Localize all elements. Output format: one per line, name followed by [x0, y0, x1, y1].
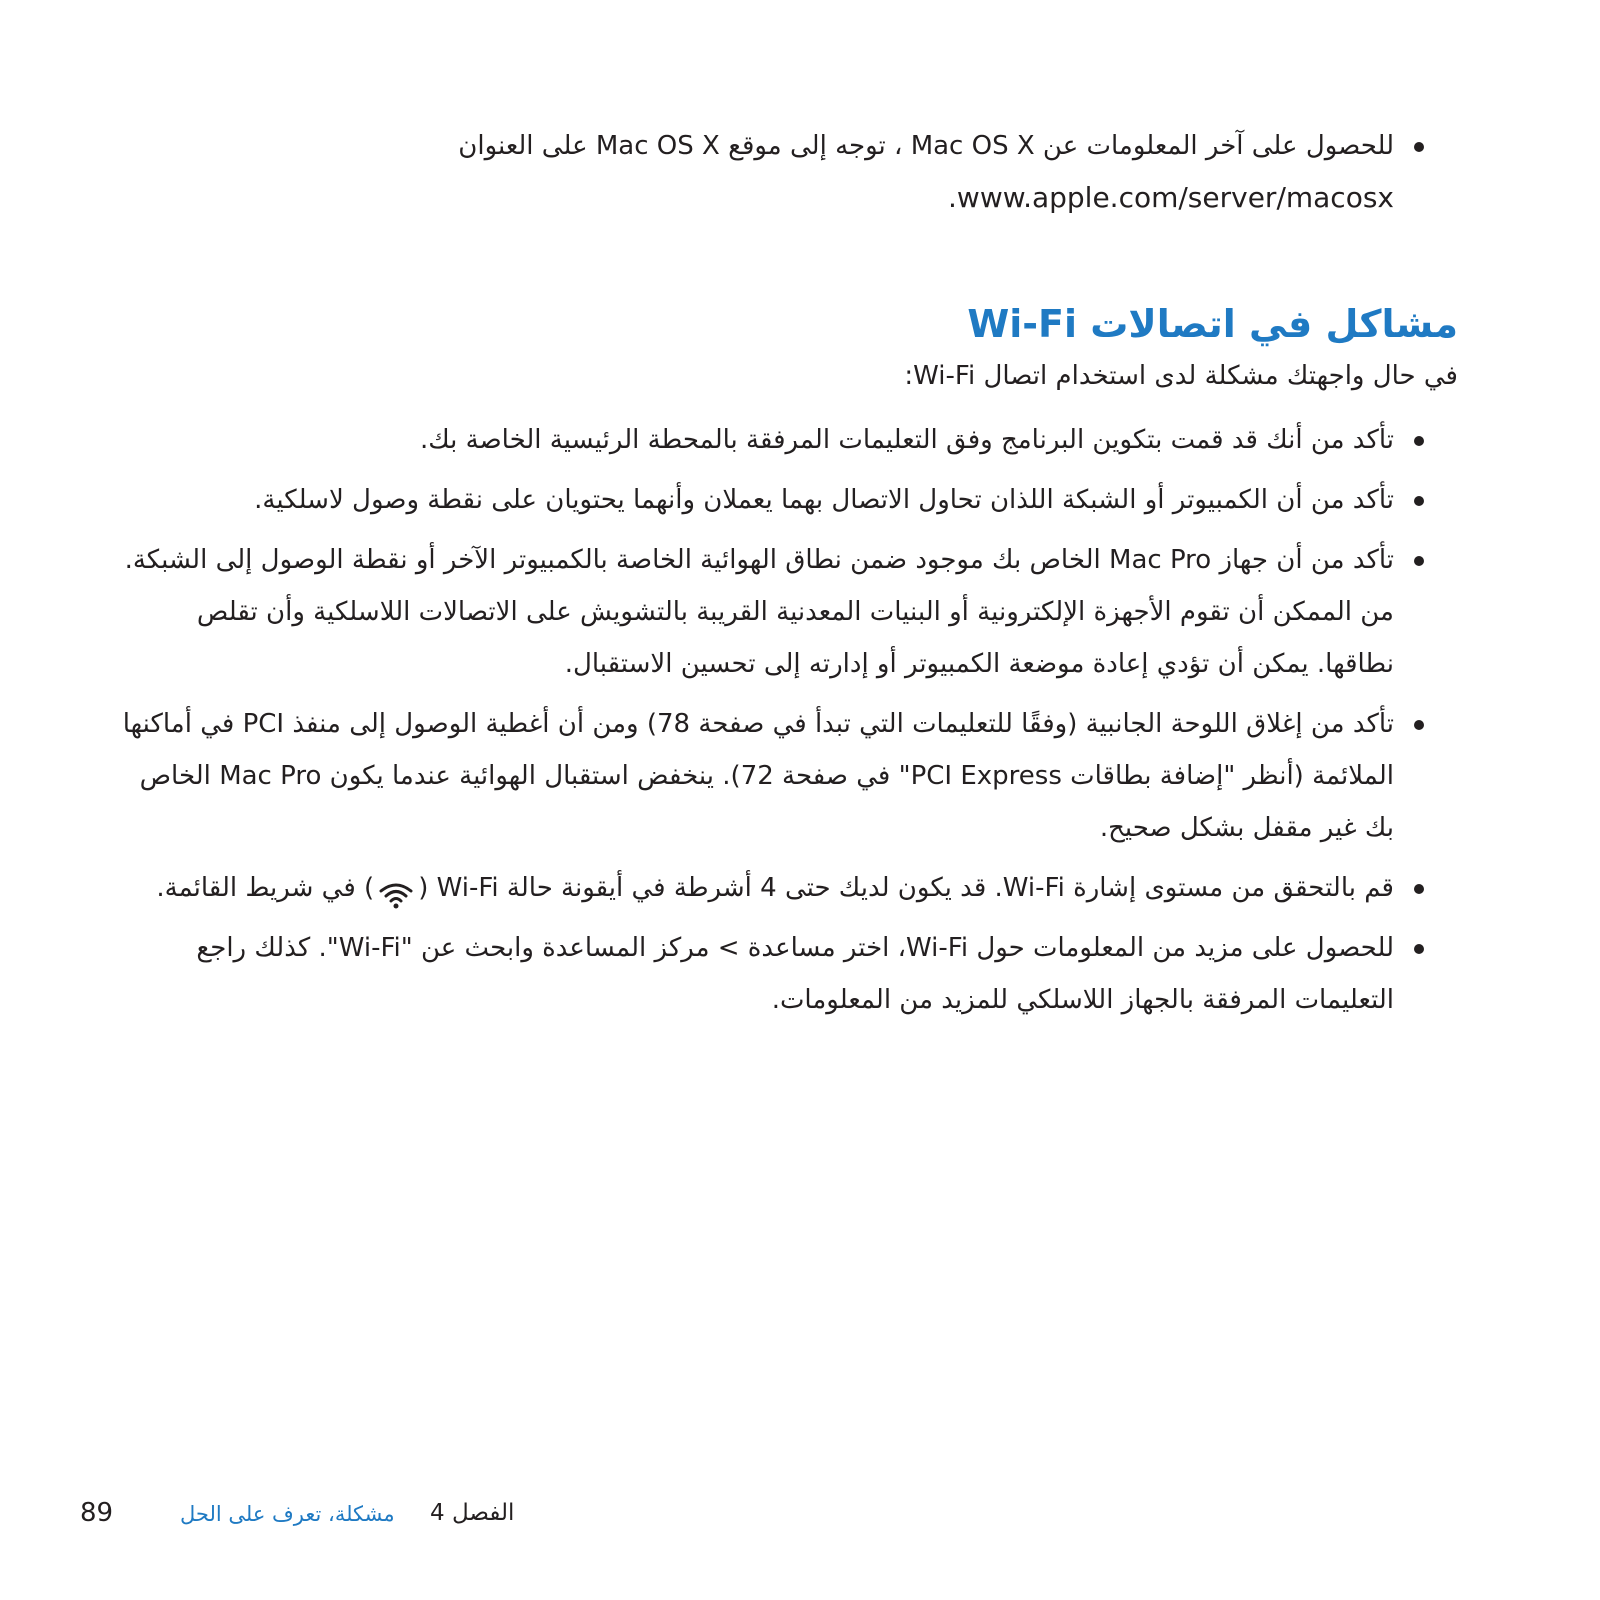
troubleshooting-list — [120, 414, 1430, 1026]
list-item — [120, 414, 1430, 466]
list-item — [120, 922, 1430, 1026]
list-item-text-before: قم بالتحقق من مستوى إشارة Wi-Fi. قد يكون لديك حتى 4 أشرطة في أيقونة حالة Wi-Fi ( — [418, 873, 1394, 903]
macosx-info-text: للحصول على آخر المعلومات عن Mac OS X ، توجه إلى موقع Mac OS X على العنوان — [458, 131, 1394, 161]
section-intro: في حال واجهتك مشكلة لدى استخدام اتصال Wi-Fi: — [904, 361, 1458, 391]
list-item-text: تأكد من إغلاق اللوحة الجانبية (وفقًا للتعليمات التي تبدأ في صفحة 78) ومن أن أغطية الوصول إلى منفذ PCI في أماكنها الملائمة (أنظر "إضافة بطاقات PCI Express" في صفحة 72). ينخفض استقبال الهوائية عندما يكون Mac Pro الخاص بك غير مقفل بشكل صحيح. — [122, 709, 1394, 843]
page-number: 89 — [80, 1498, 114, 1528]
section-title: مشاكل في اتصالات Wi-Fi — [967, 302, 1458, 346]
list-item-text-after: ) في شريط القائمة. — [156, 873, 375, 903]
bullet-icon — [1414, 884, 1424, 894]
macosx-url-link[interactable]: .www.apple.com/server/macosx — [948, 181, 1394, 214]
list-item — [120, 474, 1430, 526]
bullet-icon — [1414, 496, 1424, 506]
bullet-icon — [1414, 436, 1424, 446]
bullet-icon — [1414, 142, 1424, 152]
list-item — [120, 534, 1430, 690]
wifi-status-icon — [378, 875, 414, 903]
page-footer — [80, 1498, 520, 1538]
list-item-text: تأكد من أن جهاز Mac Pro الخاص بك موجود ضمن نطاق الهوائية الخاصة بالكمبيوتر الآخر أو نقطة الوصول إلى الشبكة. من الممكن أن تقوم الأجهزة الإلكترونية أو البنيات المعدنية القريبة بالتشويش على الاتصالات اللاسلكية وأن تقلص نطاقها. يمكن أن تؤدي إعادة موضعة الكمبيوتر أو إدارته إلى تحسين الاستقبال. — [124, 545, 1394, 679]
list-item-text: للحصول على مزيد من المعلومات حول Wi-Fi، اختر مساعدة > مركز المساعدة وابحث عن "Wi-Fi". كذلك راجع التعليمات المرفقة بالجهاز اللاسلكي للمزيد من المعلومات. — [196, 933, 1394, 1015]
list-item — [120, 698, 1430, 854]
list-item-macosx-info — [120, 120, 1430, 224]
bullet-icon — [1414, 556, 1424, 566]
page-content — [120, 120, 1458, 1034]
list-item — [120, 862, 1430, 914]
bullet-icon — [1414, 720, 1424, 730]
list-item-text: تأكد من أن الكمبيوتر أو الشبكة اللذان تحاول الاتصال بهما يعملان وأنهما يحتويان على نقطة وصول لاسلكية. — [254, 485, 1394, 515]
chapter-label: الفصل 4 — [430, 1500, 515, 1526]
chapter-title: مشكلة، تعرف على الحل — [180, 1502, 395, 1526]
bullet-icon — [1414, 944, 1424, 954]
list-item-text: تأكد من أنك قد قمت بتكوين البرنامج وفق التعليمات المرفقة بالمحطة الرئيسية الخاصة بك. — [419, 425, 1394, 455]
